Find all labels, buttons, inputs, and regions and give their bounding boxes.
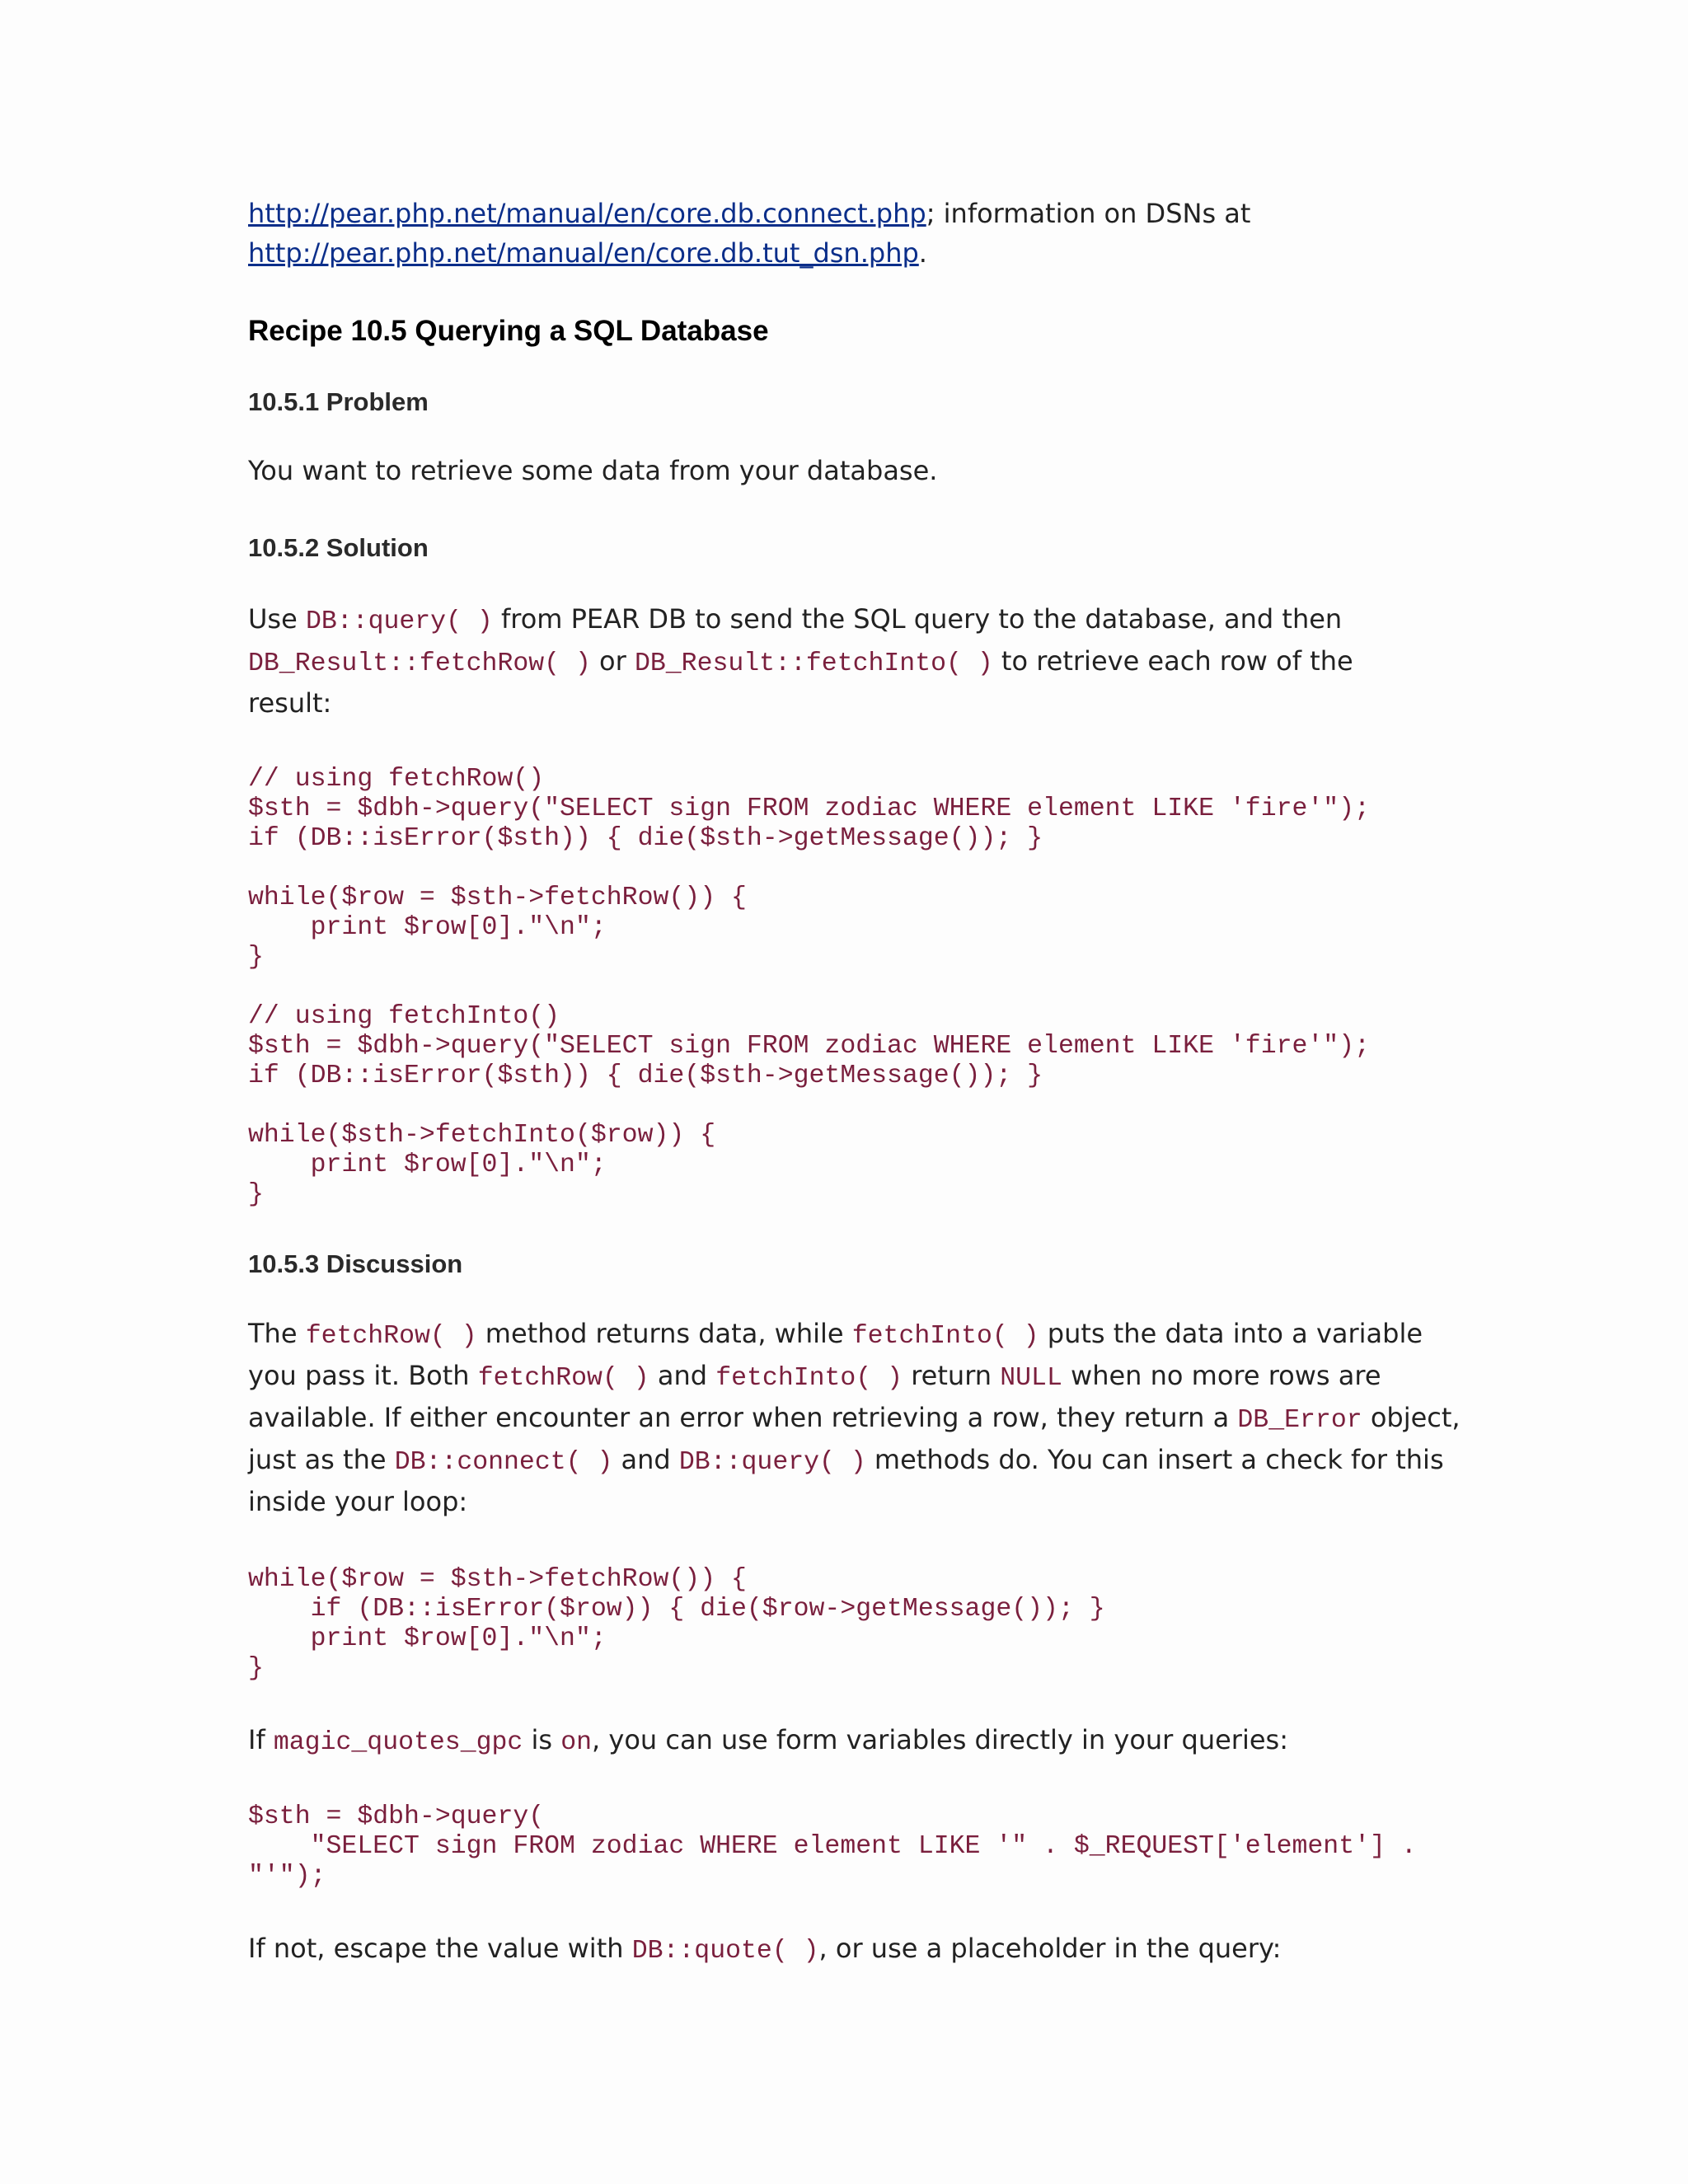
inline-code: DB::quote( ): [631, 1937, 819, 1966]
discussion-heading: 10.5.3 Discussion: [248, 1249, 463, 1278]
intro-line-2: http://pear.php.net/manual/en/core.db.tut_dsn.php.: [248, 237, 927, 269]
solution-line-1: Use DB::query( ) from PEAR DB to send the SQL query to the database, and then: [248, 603, 1343, 636]
connect-doc-link[interactable]: http://pear.php.net/manual/en/core.db.connect.php: [248, 198, 926, 229]
inline-code: magic_quotes_gpc: [273, 1728, 523, 1757]
magic-quotes-line: If magic_quotes_gpc is on, you can use form variables directly in your queries:: [248, 1724, 1288, 1757]
inline-code: DB_Result::fetchRow( ): [248, 649, 591, 678]
intro-line-1: http://pear.php.net/manual/en/core.db.connect.php; information on DSNs at: [248, 198, 1251, 229]
quote-line: If not, escape the value with DB::quote( ), or use a placeholder in the query:: [248, 1933, 1282, 1966]
solution-code-block: // using fetchRow() $sth = $dbh->query("SELECT sign FROM zodiac WHERE element LIKE 'fire'"); if (DB::isError($sth)) { die($sth->getMessage()); } while($row = $sth->fetchRow()) { print $row[0]."\n"; } // using fetchInto() $sth = $dbh->query("SELECT sign FROM zodiac WHERE element LIKE 'fire'"); if (DB::isError($sth)) { die($sth->getMessage()); } while($sth->fetchInto($row)) { print $row[0]."\n"; }: [248, 765, 1371, 1209]
solution-line-2: DB_Result::fetchRow( ) or DB_Result::fetchInto( ) to retrieve each row of the: [248, 645, 1353, 678]
discussion-line-5: inside your loop:: [248, 1486, 468, 1517]
inline-code: fetchRow( ): [477, 1364, 649, 1393]
inline-code: fetchRow( ): [305, 1322, 477, 1351]
inline-code: DB_Error: [1237, 1406, 1362, 1435]
inline-code: fetchInto( ): [715, 1364, 903, 1393]
discussion-line-3: available. If either encounter an error when retrieving a row, they return a DB_Error object,: [248, 1402, 1461, 1435]
discussion-line-1: The fetchRow( ) method returns data, while fetchInto( ) puts the data into a variable: [248, 1318, 1423, 1351]
inline-code: fetchInto( ): [851, 1322, 1039, 1351]
dsn-doc-link[interactable]: http://pear.php.net/manual/en/core.db.tut_dsn.php: [248, 237, 919, 269]
discussion-line-4: just as the DB::connect( ) and DB::query( ) methods do. You can insert a check for this: [248, 1444, 1444, 1477]
solution-heading: 10.5.2 Solution: [248, 533, 429, 562]
inline-code: on: [560, 1728, 593, 1757]
recipe-title: Recipe 10.5 Querying a SQL Database: [248, 315, 769, 347]
form-variable-code-block: $sth = $dbh->query( "SELECT sign FROM zodiac WHERE element LIKE '" . $_REQUEST['element'] . "'");: [248, 1802, 1417, 1891]
inline-code: DB::query( ): [305, 607, 493, 636]
inline-code: DB::query( ): [678, 1448, 866, 1477]
problem-text: You want to retrieve some data from your database.: [248, 455, 938, 486]
loop-check-code-block: while($row = $sth->fetchRow()) { if (DB::isError($row)) { die($row->getMessage()); } print $row[0]."\n"; }: [248, 1565, 1105, 1683]
discussion-line-2: you pass it. Both fetchRow( ) and fetchInto( ) return NULL when no more rows are: [248, 1360, 1381, 1393]
solution-line-3: result:: [248, 687, 332, 719]
problem-heading: 10.5.1 Problem: [248, 387, 429, 416]
inline-code: DB::connect( ): [394, 1448, 613, 1477]
inline-code: NULL: [1000, 1364, 1062, 1393]
inline-code: DB_Result::fetchInto( ): [634, 649, 993, 678]
